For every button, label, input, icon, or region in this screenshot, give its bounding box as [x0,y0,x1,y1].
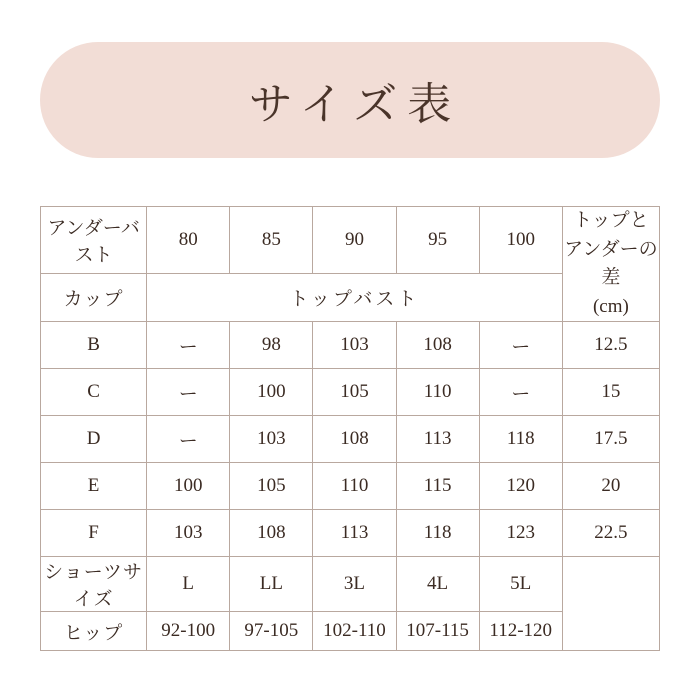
diff-e: 20 [562,463,659,510]
topbust-label: トップバスト [147,273,563,321]
hip-range-l: 92-100 [147,612,230,651]
table-row [41,322,660,369]
cell-c-85: 100 [230,369,313,416]
table-row-shorts [41,557,660,612]
diff-b: 12.5 [562,322,659,369]
size-table [40,206,660,651]
cup-c: C [41,369,147,416]
cell-c-90: 105 [313,369,396,416]
cell-e-95: 115 [396,463,479,510]
cell-c-80: ー [147,369,230,416]
underbust-value-95: 95 [396,207,479,274]
shorts-size-4l: 4L [396,557,479,612]
cell-f-90: 113 [313,510,396,557]
cell-e-80: 100 [147,463,230,510]
hip-label: ヒップ [41,612,147,651]
cup-e: E [41,463,147,510]
diff-d: 17.5 [562,416,659,463]
shorts-size-l: L [147,557,230,612]
hip-range-3l: 102-110 [313,612,396,651]
diff-header-line-1: トップと [573,210,649,231]
diff-f: 22.5 [562,510,659,557]
cell-d-90: 108 [313,416,396,463]
cell-f-80: 103 [147,510,230,557]
underbust-value-90: 90 [313,207,396,274]
underbust-label: アンダーバスト [41,207,147,274]
cell-b-80: ー [147,322,230,369]
shorts-size-ll: LL [230,557,313,612]
cup-d: D [41,416,147,463]
empty-cell [562,557,659,651]
cup-label: カップ [41,273,147,321]
cell-f-95: 118 [396,510,479,557]
title-banner [40,42,660,158]
diff-header [562,207,659,322]
cell-c-100: ー [479,369,562,416]
cell-b-90: 103 [313,322,396,369]
underbust-value-85: 85 [230,207,313,274]
cell-f-100: 123 [479,510,562,557]
table-row [41,369,660,416]
diff-c: 15 [562,369,659,416]
cell-d-80: ー [147,416,230,463]
cell-b-85: 98 [230,322,313,369]
table-row [41,416,660,463]
cell-e-85: 105 [230,463,313,510]
hip-range-4l: 107-115 [396,612,479,651]
cup-b: B [41,322,147,369]
cell-e-90: 110 [313,463,396,510]
page-title: サイズ表 [248,80,462,129]
diff-header-line-3: (cm) [592,295,629,317]
underbust-value-80: 80 [147,207,230,274]
underbust-value-100: 100 [479,207,562,274]
shorts-label: ショーツサイズ [41,557,147,612]
hip-range-5l: 112-120 [479,612,562,651]
shorts-size-3l: 3L [313,557,396,612]
cup-f: F [41,510,147,557]
cell-e-100: 120 [479,463,562,510]
shorts-size-5l: 5L [479,557,562,612]
table-row [41,510,660,557]
cell-f-85: 108 [230,510,313,557]
diff-header-line-2: アンダーの差 [564,238,658,288]
hip-range-ll: 97-105 [230,612,313,651]
cell-d-85: 103 [230,416,313,463]
table-row [41,463,660,510]
cell-b-100: ー [479,322,562,369]
cell-d-100: 118 [479,416,562,463]
cell-c-95: 110 [396,369,479,416]
table-row-underbust [41,207,660,274]
cell-d-95: 113 [396,416,479,463]
cell-b-95: 108 [396,322,479,369]
